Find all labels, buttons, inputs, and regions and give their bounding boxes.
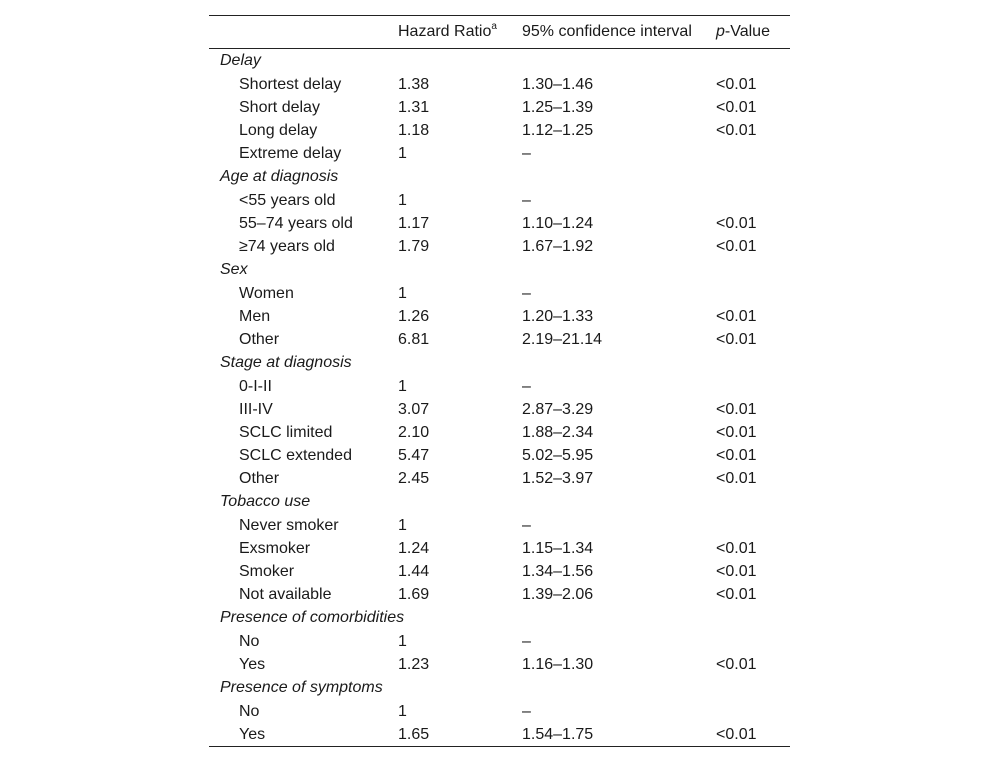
table-row — [209, 142, 790, 165]
table-row — [209, 119, 790, 142]
table-row — [209, 653, 790, 676]
table-row — [209, 235, 790, 258]
table-row — [209, 282, 790, 305]
p-value: <0.01 — [716, 122, 757, 139]
group-title: Stage at diagnosis — [220, 354, 352, 371]
hazard-ratio-value: 2.45 — [398, 470, 430, 487]
row-label: Yes — [239, 656, 266, 673]
row-label: 55–74 years old — [239, 215, 353, 232]
p-value: <0.01 — [716, 424, 757, 441]
hazard-ratio-value: 1 — [398, 517, 407, 534]
table-header-row — [209, 16, 790, 48]
hazard-ratio-value: 1 — [398, 633, 407, 650]
hazard-ratio-value: 6.81 — [398, 331, 430, 348]
group-header-row — [209, 258, 790, 282]
row-label: Not available — [239, 586, 332, 603]
table-row — [209, 375, 790, 398]
row-label: Shortest delay — [239, 76, 342, 93]
p-value: <0.01 — [716, 76, 757, 93]
bottom-rule — [209, 746, 790, 747]
confidence-interval-value: – — [522, 378, 531, 395]
table-row — [209, 421, 790, 444]
header-p-italic: p — [716, 23, 725, 40]
confidence-interval-value: 1.20–1.33 — [522, 308, 594, 325]
hazard-ratio-value: 1.17 — [398, 215, 430, 232]
p-value: <0.01 — [716, 447, 757, 464]
p-value: <0.01 — [716, 401, 757, 418]
hazard-ratio-value: 1.38 — [398, 76, 430, 93]
group-title: Presence of symptoms — [220, 679, 383, 696]
p-value: <0.01 — [716, 238, 757, 255]
confidence-interval-value: 1.12–1.25 — [522, 122, 594, 139]
group-header-row — [209, 606, 790, 630]
confidence-interval-value: – — [522, 517, 531, 534]
row-label: SCLC limited — [239, 424, 333, 441]
confidence-interval-value: 1.10–1.24 — [522, 215, 594, 232]
table-row — [209, 96, 790, 119]
row-label: SCLC extended — [239, 447, 352, 464]
group-title: Tobacco use — [220, 493, 311, 510]
row-label: <55 years old — [239, 192, 336, 209]
header-footnote-marker: a — [491, 21, 497, 32]
hazard-ratio-value: 3.07 — [398, 401, 430, 418]
p-value: <0.01 — [716, 726, 757, 743]
p-value: <0.01 — [716, 540, 757, 557]
hazard-ratio-value: 1.31 — [398, 99, 430, 116]
group-title: Age at diagnosis — [220, 168, 339, 185]
confidence-interval-value: 1.54–1.75 — [522, 726, 594, 743]
table-row — [209, 560, 790, 583]
confidence-interval-value: – — [522, 285, 531, 302]
table-row — [209, 700, 790, 723]
table-row — [209, 444, 790, 467]
row-label: Smoker — [239, 563, 295, 580]
hazard-ratio-value: 1 — [398, 703, 407, 720]
confidence-interval-value: 1.88–2.34 — [522, 424, 594, 441]
table-row — [209, 328, 790, 351]
row-label: Other — [239, 470, 280, 487]
row-label: Men — [239, 308, 271, 325]
group-header-row — [209, 351, 790, 375]
hazard-ratio-value: 5.47 — [398, 447, 430, 464]
row-label: 0-I-II — [239, 378, 272, 395]
row-label: Women — [239, 285, 294, 302]
row-label: No — [239, 703, 260, 720]
confidence-interval-value: 2.19–21.14 — [522, 331, 603, 348]
hazard-ratio-value: 1 — [398, 378, 407, 395]
p-value: <0.01 — [716, 99, 757, 116]
header-confidence-interval: 95% confidence interval — [522, 23, 692, 40]
group-header-row — [209, 676, 790, 700]
row-label: No — [239, 633, 260, 650]
hazard-ratio-value: 1.24 — [398, 540, 430, 557]
row-label: ≥74 years old — [239, 238, 335, 255]
header-p-value — [716, 16, 770, 48]
hazard-ratio-value: 1 — [398, 145, 407, 162]
hazard-ratio-value: 1.79 — [398, 238, 430, 255]
row-label: Never smoker — [239, 517, 339, 534]
table-body — [209, 49, 790, 746]
confidence-interval-value: – — [522, 703, 531, 720]
table-row — [209, 305, 790, 328]
row-label: III-IV — [239, 401, 273, 418]
table-row — [209, 723, 790, 746]
group-header-row — [209, 49, 790, 73]
confidence-interval-value: 1.67–1.92 — [522, 238, 594, 255]
confidence-interval-value: 1.15–1.34 — [522, 540, 594, 557]
p-value: <0.01 — [716, 470, 757, 487]
table-row — [209, 212, 790, 235]
table-row — [209, 73, 790, 96]
hazard-ratio-value: 2.10 — [398, 424, 430, 441]
hazard-ratio-table — [209, 15, 790, 747]
group-title: Delay — [220, 52, 261, 69]
hazard-ratio-value: 1 — [398, 285, 407, 302]
hazard-ratio-value: 1.69 — [398, 586, 430, 603]
row-label: Other — [239, 331, 280, 348]
p-value: <0.01 — [716, 563, 757, 580]
confidence-interval-value: – — [522, 192, 531, 209]
table-row — [209, 630, 790, 653]
p-value: <0.01 — [716, 308, 757, 325]
table-row — [209, 583, 790, 606]
hazard-ratio-value: 1.26 — [398, 308, 430, 325]
group-header-row — [209, 165, 790, 189]
confidence-interval-value: 2.87–3.29 — [522, 401, 594, 418]
confidence-interval-value: 1.16–1.30 — [522, 656, 594, 673]
table-row — [209, 189, 790, 212]
confidence-interval-value: – — [522, 145, 531, 162]
hazard-ratio-value: 1.44 — [398, 563, 430, 580]
p-value: <0.01 — [716, 215, 757, 232]
group-header-row — [209, 490, 790, 514]
confidence-interval-value: 1.25–1.39 — [522, 99, 594, 116]
row-label: Short delay — [239, 99, 320, 116]
confidence-interval-value: 1.30–1.46 — [522, 76, 594, 93]
p-value: <0.01 — [716, 586, 757, 603]
group-title: Sex — [220, 261, 248, 278]
row-label: Exsmoker — [239, 540, 311, 557]
confidence-interval-value: 1.52–3.97 — [522, 470, 594, 487]
confidence-interval-value: 5.02–5.95 — [522, 447, 594, 464]
row-label: Long delay — [239, 122, 318, 139]
header-p-rest: -Value — [724, 23, 770, 40]
hazard-ratio-value: 1.65 — [398, 726, 430, 743]
confidence-interval-value: – — [522, 633, 531, 650]
hazard-ratio-value: 1.18 — [398, 122, 430, 139]
confidence-interval-value: 1.39–2.06 — [522, 586, 594, 603]
group-title: Presence of comorbidities — [220, 609, 405, 626]
header-hazard-ratio-text: Hazard Ratio — [398, 23, 492, 40]
row-label: Extreme delay — [239, 145, 342, 162]
table-row — [209, 537, 790, 560]
table-row — [209, 467, 790, 490]
table-row — [209, 398, 790, 421]
p-value: <0.01 — [716, 656, 757, 673]
hazard-ratio-value: 1.23 — [398, 656, 430, 673]
header-hazard-ratio — [398, 16, 497, 48]
hazard-ratio-value: 1 — [398, 192, 407, 209]
table-row — [209, 514, 790, 537]
row-label: Yes — [239, 726, 266, 743]
p-value: <0.01 — [716, 331, 757, 348]
confidence-interval-value: 1.34–1.56 — [522, 563, 594, 580]
